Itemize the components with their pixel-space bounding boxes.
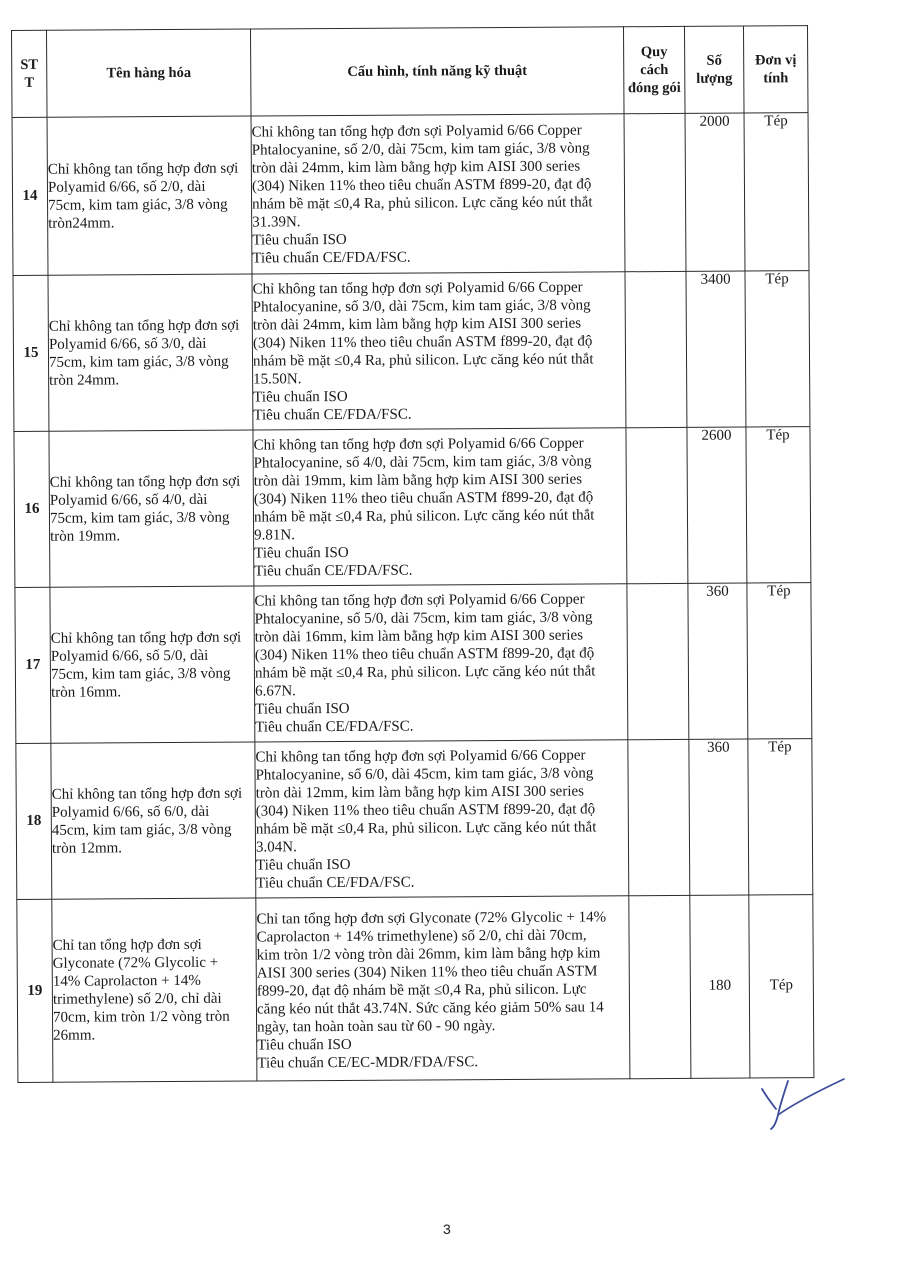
row-packaging: [626, 427, 688, 583]
text-line: 75cm, kim tam giác, 3/8 vòng: [48, 196, 228, 214]
text-line: Phtalocyanine, số 4/0, dài 75cm, kim tam giác, 3/8 vòng: [253, 452, 592, 472]
row-stt: 17: [15, 587, 51, 743]
table-body: [12, 113, 814, 1083]
text-line: tròn dài 24mm, kim làm bằng hợp kim AISI 300 series: [252, 315, 582, 334]
text-line: (304) Niken 11% theo tiêu chuẩn ASTM f899-20, đạt độ: [254, 644, 595, 664]
row-item-name: [50, 586, 255, 743]
text-line: kim tròn 1/2 vòng tròn dài 26mm, kim làm bằng hợp kim: [256, 945, 601, 964]
goods-table: [11, 25, 814, 1083]
text-line: tròn 19mm.: [50, 527, 121, 545]
text-line: nhám bề mặt ≤0,4 Ra, phủ silicon. Lực căng kéo nút thắt: [255, 818, 597, 838]
text-line: 75cm, kim tam giác, 3/8 vòng: [50, 665, 231, 683]
text-line: Chỉ không tan tổng hợp đơn sợi Polyamid 6/66 Copper: [251, 122, 582, 141]
text-line: 3.04N.: [255, 838, 297, 856]
row-quantity: 2600: [687, 427, 747, 583]
row-item-name: [51, 742, 256, 899]
text-line: 14% Caprolacton + 14%: [52, 972, 201, 990]
page-number: 3: [443, 1221, 451, 1237]
row-quantity: 360: [689, 739, 749, 895]
row-quantity: 180: [690, 895, 750, 1078]
text-line: Chỉ tan tổng hợp đơn sợi Glyconate (72% Glycolic + 14%: [256, 909, 607, 928]
row-spec: [256, 896, 630, 1081]
text-line: Chỉ không tan tổng hợp đơn sợi Polyamid 6/66 Copper: [252, 279, 583, 298]
header-spec: Cấu hình, tính năng kỹ thuật: [250, 27, 624, 116]
text-line: Chỉ không tan tổng hợp đơn sợi Polyamid 6/66 Copper: [255, 747, 586, 766]
text-line: tròn 12mm.: [51, 839, 123, 857]
text-line: Tiêu chuẩn CE/FDA/FSC.: [254, 562, 413, 580]
header-name: Tên hàng hóa: [47, 29, 252, 117]
row-stt: 15: [13, 275, 49, 431]
text-line: Polyamid 6/66, số 5/0, dài: [50, 647, 209, 665]
text-line: Chỉ không tan tổng hợp đơn sợi Polyamid 6/66 Copper: [253, 435, 584, 454]
text-line: Caprolacton + 14% trimethylene) số 2/0, chỉ dài 70cm,: [256, 927, 587, 946]
text-line: tròn 16mm.: [50, 683, 122, 701]
row-packaging: [629, 895, 691, 1078]
text-line: Chỉ không tan tổng hợp đơn sợi Polyamid 6/66 Copper: [254, 591, 585, 610]
header-pack: Quy cách đóng gói: [623, 26, 685, 113]
text-line: tròn dài 12mm, kim làm bằng hợp kim AISI 300 series: [255, 783, 585, 802]
text-line: Tiêu chuẩn ISO: [257, 1036, 352, 1054]
row-quantity: 3400: [686, 271, 746, 427]
text-line: Tiêu chuẩn ISO: [256, 856, 351, 874]
row-stt: 14: [12, 117, 48, 275]
text-line: Polyamid 6/66, số 3/0, dài: [48, 335, 207, 353]
text-line: Phtalocyanine, số 5/0, dài 75cm, kim tam giác, 3/8 vòng: [254, 608, 593, 628]
text-line: (304) Niken 11% theo tiêu chuẩn ASTM f899-20, đạt độ: [251, 175, 592, 195]
text-line: Phtalocyanine, số 2/0, dài 75cm, kim tam giác, 3/8 vòng: [251, 139, 590, 159]
text-line: 6.67N.: [254, 682, 296, 700]
row-stt: 16: [14, 431, 50, 587]
text-line: 45cm, kim tam giác, 3/8 vòng: [51, 821, 232, 839]
text-line: Tiêu chuẩn CE/EC-MDR/FDA/FSC.: [257, 1054, 479, 1072]
row-spec: [253, 428, 627, 586]
text-line: 9.81N.: [254, 526, 295, 544]
text-line: Tiêu chuẩn CE/FDA/FSC.: [255, 718, 414, 736]
row-packaging: [627, 583, 689, 739]
row-item-name: [52, 898, 257, 1082]
text-line: Chỉ không tan tổng hợp đơn sợi: [51, 785, 243, 803]
row-quantity: 360: [688, 583, 748, 739]
text-line: Chỉ tan tổng hợp đơn sợi: [52, 936, 202, 954]
text-line: nhám bề mặt ≤0,4 Ra, phủ silicon. Lực căng kéo nút thắt: [253, 506, 595, 526]
text-line: nhám bề mặt ≤0,4 Ra, phủ silicon. Lực căng kéo nút thắt: [252, 350, 594, 370]
text-line: tròn 24mm.: [49, 371, 120, 389]
table-row: [16, 739, 813, 900]
text-line: 75cm, kim tam giác, 3/8 vòng: [49, 509, 230, 527]
table-row: [17, 895, 814, 1083]
table-row: [15, 583, 812, 744]
row-spec: [255, 740, 629, 898]
row-item-name: [47, 116, 252, 275]
row-unit: Tép: [744, 113, 809, 271]
row-unit: Tép: [748, 739, 813, 895]
header-qty: Số lượng: [684, 26, 744, 113]
text-line: Tiêu chuẩn ISO: [255, 700, 350, 718]
text-line: 15.50N.: [253, 370, 302, 388]
text-line: (304) Niken 11% theo tiêu chuẩn ASTM f899-20, đạt độ: [255, 800, 596, 820]
row-spec: [254, 584, 628, 742]
text-line: Chỉ không tan tổng hợp đơn sợi: [49, 473, 241, 491]
signature-mark: [740, 1075, 850, 1135]
text-line: AISI 300 series (304) Niken 11% theo tiêu chuẩn ASTM: [256, 963, 598, 982]
text-line: Phtalocyanine, số 6/0, dài 45cm, kim tam giác, 3/8 vòng: [255, 764, 594, 784]
text-line: Tiêu chuẩn ISO: [252, 231, 347, 249]
text-line: Glyconate (72% Glycolic +: [52, 954, 219, 972]
row-unit: Tép: [747, 583, 812, 739]
text-line: Tiêu chuẩn CE/FDA/FSC.: [253, 406, 412, 424]
table-row: [13, 271, 810, 432]
row-unit: Tép: [746, 427, 811, 583]
row-unit: Tép: [749, 895, 814, 1078]
text-line: Chỉ không tan tổng hợp đơn sợi: [47, 160, 239, 178]
text-line: 31.39N.: [252, 213, 301, 231]
text-line: Tiêu chuẩn CE/FDA/FSC.: [256, 874, 415, 892]
row-spec: [252, 272, 626, 430]
row-item-name: [49, 430, 254, 587]
table-row: [12, 113, 809, 276]
text-line: Polyamid 6/66, số 6/0, dài: [51, 803, 210, 821]
row-packaging: [625, 271, 687, 427]
text-line: Chỉ không tan tổng hợp đơn sợi: [50, 629, 242, 647]
text-line: 26mm.: [53, 1027, 96, 1044]
header-stt: ST T: [12, 30, 48, 117]
text-line: ngày, tan hoàn toàn sau từ 60 - 90 ngày.: [257, 1018, 496, 1036]
text-line: Chỉ không tan tổng hợp đơn sợi: [48, 317, 240, 335]
text-line: tròn24mm.: [48, 214, 115, 232]
text-line: f899-20, đạt độ nhám bề mặt ≤0,4 Ra, phủ silicon. Lực: [256, 981, 587, 1000]
text-line: nhám bề mặt ≤0,4 Ra, phủ silicon. Lực căng kéo nút thắt: [252, 193, 593, 213]
row-packaging: [624, 113, 686, 271]
text-line: (304) Niken 11% theo tiêu chuẩn ASTM f899-20, đạt độ: [253, 488, 594, 508]
table-header-row: [12, 26, 809, 118]
row-packaging: [628, 739, 690, 895]
text-line: tròn dài 16mm, kim làm bằng hợp kim AISI 300 series: [254, 627, 584, 646]
row-spec: [251, 114, 625, 274]
text-line: 70cm, kim tròn 1/2 vòng tròn: [52, 1008, 230, 1026]
header-unit: Đơn vị tính: [743, 26, 808, 113]
row-item-name: [48, 274, 253, 431]
table-row: [14, 427, 811, 588]
text-line: Tiêu chuẩn CE/FDA/FSC.: [252, 249, 411, 267]
text-line: Tiêu chuẩn ISO: [254, 544, 349, 562]
row-unit: Tép: [745, 271, 810, 427]
text-line: Polyamid 6/66, số 4/0, dài: [49, 491, 208, 509]
row-stt: 18: [16, 743, 52, 899]
text-line: 75cm, kim tam giác, 3/8 vòng: [48, 353, 229, 371]
row-stt: 19: [17, 899, 53, 1082]
text-line: tròn dài 24mm, kim làm bằng hợp kim AISI 300 series: [251, 158, 581, 177]
text-line: Polyamid 6/66, số 2/0, dài: [47, 178, 206, 196]
row-quantity: 2000: [685, 113, 745, 271]
text-line: tròn dài 19mm, kim làm bằng hợp kim AISI 300 series: [253, 471, 583, 490]
text-line: nhám bề mặt ≤0,4 Ra, phủ silicon. Lực căng kéo nút thắt: [254, 662, 596, 682]
text-line: Phtalocyanine, số 3/0, dài 75cm, kim tam giác, 3/8 vòng: [252, 296, 591, 316]
text-line: căng kéo nút thắt 43.74N. Sức căng kéo giảm 50% sau 14: [256, 999, 604, 1018]
text-line: (304) Niken 11% theo tiêu chuẩn ASTM f899-20, đạt độ: [252, 332, 593, 352]
text-line: trimethylene) số 2/0, chỉ dài: [52, 990, 222, 1008]
text-line: Tiêu chuẩn ISO: [253, 388, 348, 406]
